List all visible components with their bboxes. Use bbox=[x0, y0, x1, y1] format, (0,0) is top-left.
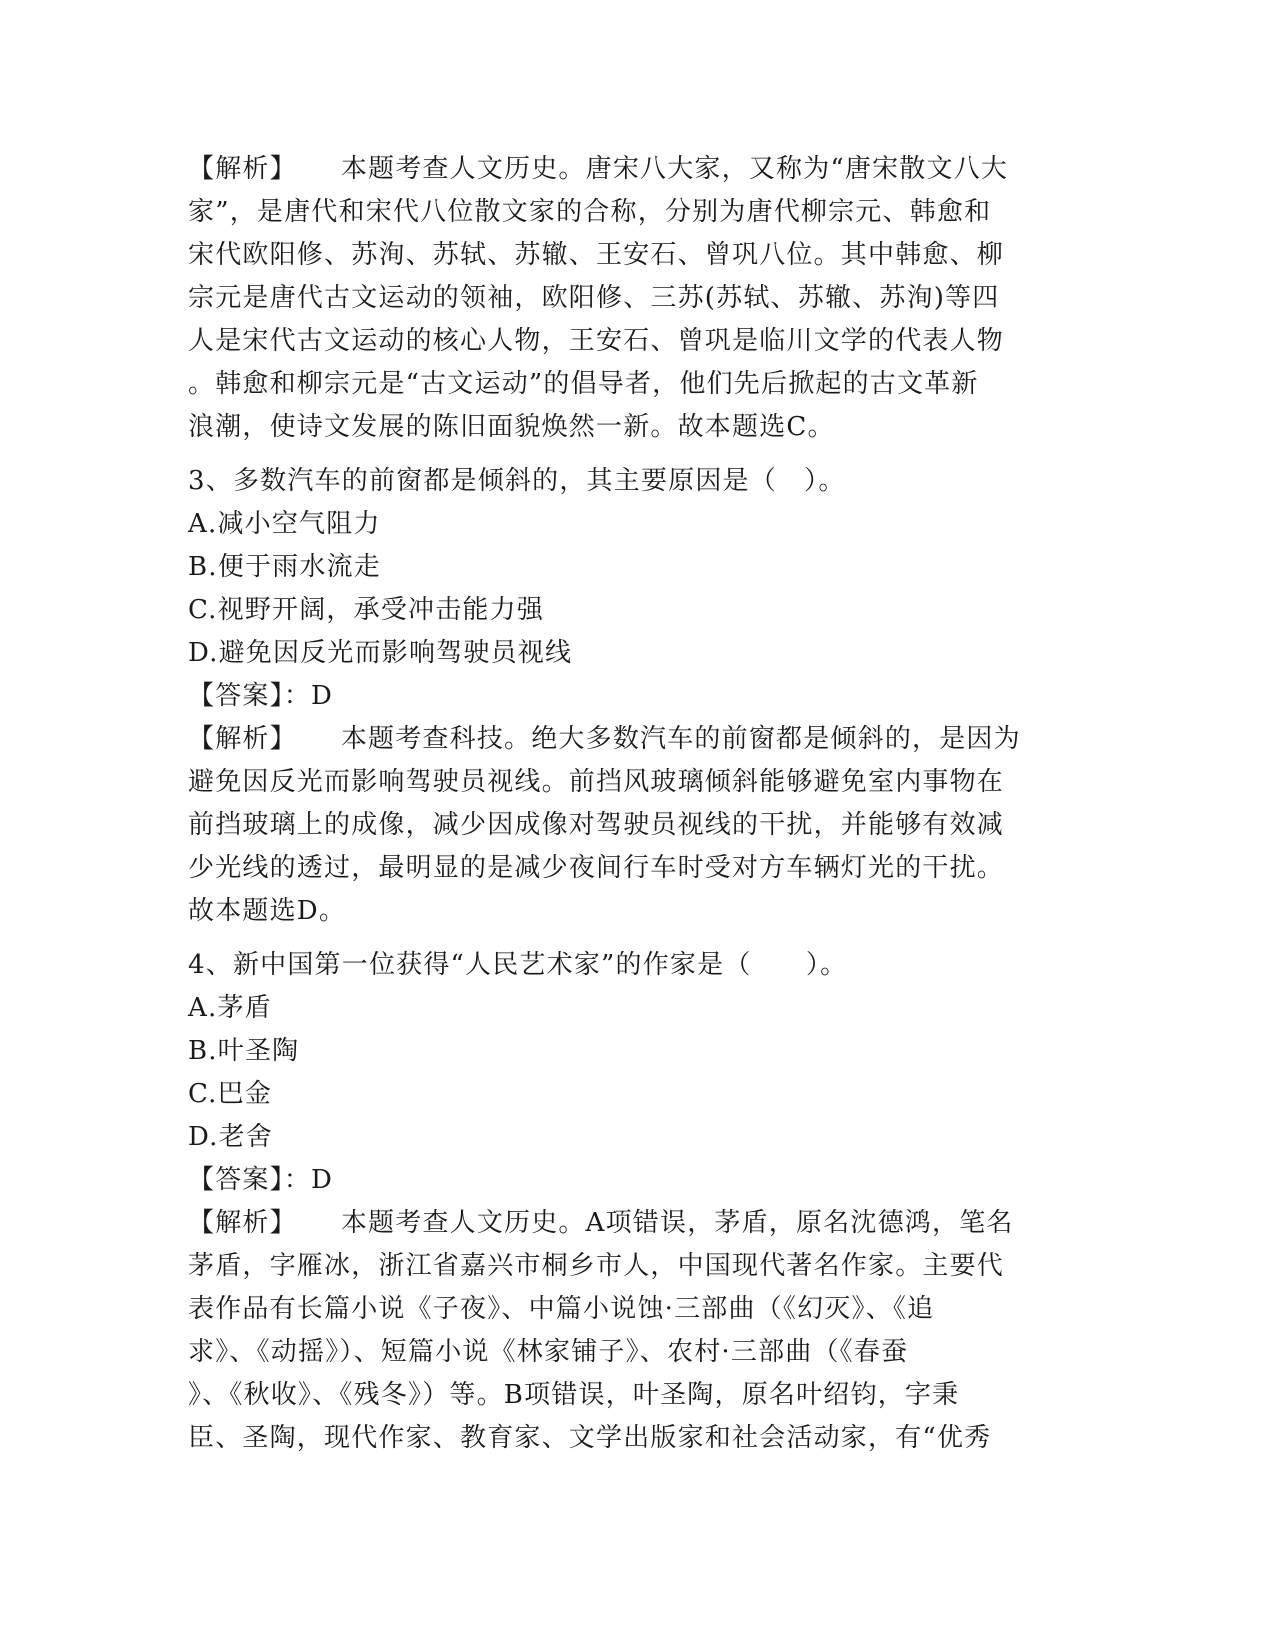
question-stem: 4、新中国第一位获得“人民艺术家”的作家是（ ）。 bbox=[188, 950, 848, 980]
analysis-line: 臣、圣陶，现代作家、教育家、文学出版家和社会活动家，有“优秀 bbox=[188, 1423, 992, 1453]
question-4 bbox=[188, 944, 1088, 1460]
analysis-line: 茅盾，字雁冰，浙江省嘉兴市桐乡市人，中国现代著名作家。主要代 bbox=[188, 1251, 1005, 1281]
analysis-line: 避免因反光而影响驾驶员视线。前挡风玻璃倾斜能够避免室内事物在 bbox=[188, 767, 1005, 797]
question-3 bbox=[188, 460, 1088, 933]
analysis-block-1 bbox=[188, 148, 1088, 449]
analysis-line: 求》、《动摇》）、短篇小说《林家铺子》、农村·三部曲（《春蚕 bbox=[188, 1337, 909, 1367]
analysis-line: 人是宋代古文运动的核心人物，王安石、曾巩是临川文学的代表人物 bbox=[188, 326, 1005, 356]
analysis-line: 前挡玻璃上的成像，减少因成像对驾驶员视线的干扰，并能够有效减 bbox=[188, 810, 1005, 840]
option-c: C.视野开阔，承受冲击能力强 bbox=[188, 595, 545, 625]
analysis-line: 故本题选D。 bbox=[188, 896, 347, 926]
analysis-line: 表作品有长篇小说《子夜》、中篇小说蚀·三部曲（《幻灭》、《追 bbox=[188, 1294, 935, 1324]
analysis-line: 》、《秋收》、《残冬》）等。B项错误，叶圣陶，原名叶绍钧，字秉 bbox=[188, 1380, 960, 1410]
analysis-line: 宋代欧阳修、苏洵、苏轼、苏辙、王安石、曾巩八位。其中韩愈、柳 bbox=[188, 240, 1005, 270]
analysis-line: 【解析】 本题考查人文历史。A项错误，茅盾，原名沈德鸿，笔名 bbox=[188, 1208, 1014, 1238]
option-d: D.避免因反光而影响驾驶员视线 bbox=[188, 638, 573, 668]
option-b: B.便于雨水流走 bbox=[188, 552, 381, 582]
document-page bbox=[188, 148, 1088, 1460]
analysis-line: 家”，是唐代和宋代八位散文家的合称，分别为唐代柳宗元、韩愈和 bbox=[188, 197, 992, 227]
analysis-line: 少光线的透过，最明显的是减少夜间行车时受对方车辆灯光的干扰。 bbox=[188, 853, 1005, 883]
analysis-line: 。韩愈和柳宗元是“古文运动”的倡导者，他们先后掀起的古文革新 bbox=[188, 369, 979, 399]
answer-label: 【答案】 bbox=[188, 681, 284, 711]
answer-label: 【答案】 bbox=[188, 1165, 284, 1195]
analysis-label: 【解析】 bbox=[188, 154, 297, 184]
analysis-line: 【解析】 本题考查科技。绝大多数汽车的前窗都是倾斜的，是因为 bbox=[188, 724, 1021, 754]
answer-value: ：D bbox=[283, 681, 334, 711]
option-d: D.老舍 bbox=[188, 1122, 273, 1152]
option-b: B.叶圣陶 bbox=[188, 1036, 300, 1066]
analysis-line: 浪潮，使诗文发展的陈旧面貌焕然一新。故本题选C。 bbox=[188, 412, 835, 442]
option-a: A.减小空气阻力 bbox=[188, 509, 381, 539]
analysis-label: 【解析】 bbox=[188, 724, 297, 754]
option-c: C.巴金 bbox=[188, 1079, 273, 1109]
answer-value: ：D bbox=[283, 1165, 334, 1195]
option-a: A.茅盾 bbox=[188, 993, 272, 1023]
answer-line bbox=[188, 675, 1088, 718]
analysis-line: 宗元是唐代古文运动的领袖，欧阳修、三苏(苏轼、苏辙、苏洵)等四 bbox=[188, 283, 1000, 313]
analysis-line: 【解析】 本题考查人文历史。唐宋八大家，又称为“唐宋散文八大 bbox=[188, 154, 1009, 184]
question-stem: 3、多数汽车的前窗都是倾斜的，其主要原因是（ ）。 bbox=[188, 466, 846, 496]
analysis-label: 【解析】 bbox=[188, 1208, 297, 1238]
answer-line bbox=[188, 1159, 1088, 1202]
